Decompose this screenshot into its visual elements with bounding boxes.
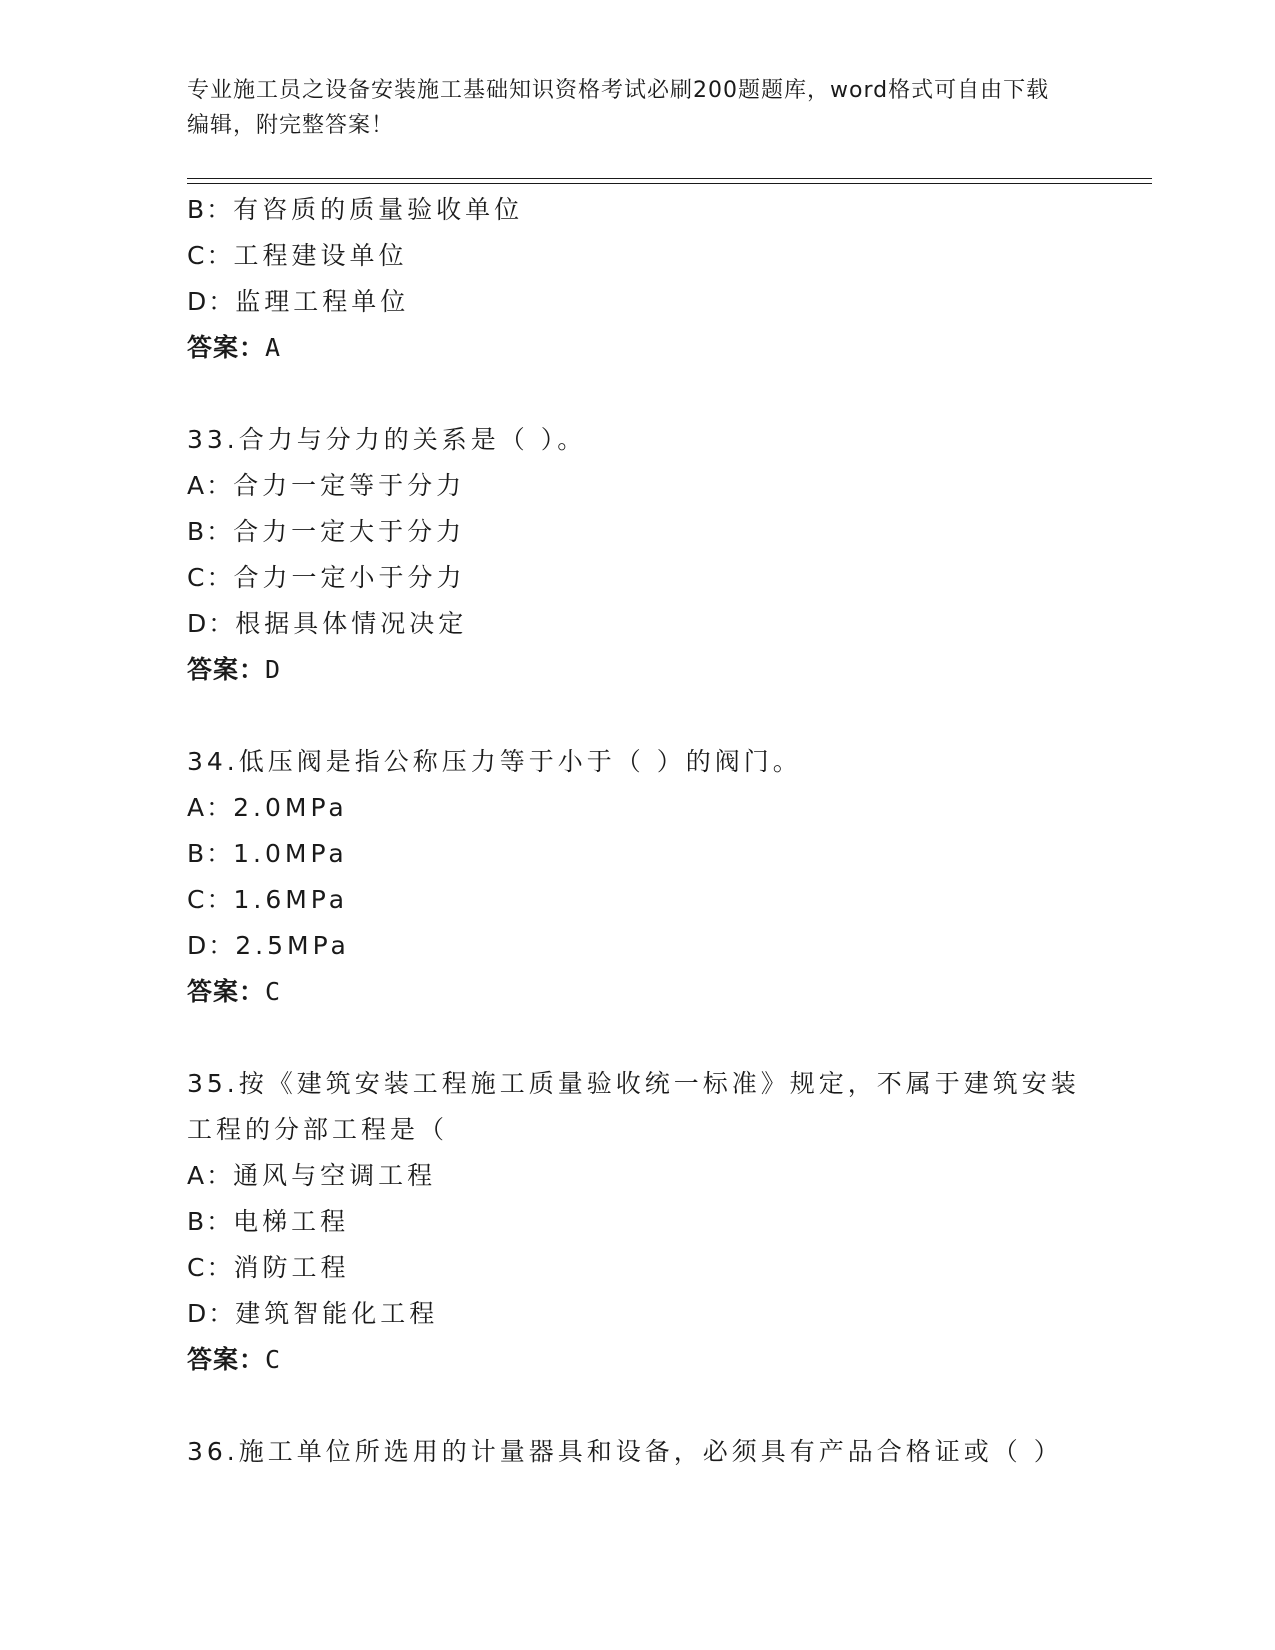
answer-line: 答案：C — [187, 977, 282, 1006]
question-stem-line-1: 35.按《建筑安装工程施工质量验收统一标准》规定，不属于建筑安装 — [187, 1069, 1080, 1098]
answer-line: 答案：A — [187, 333, 282, 362]
answer-line: 答案：D — [187, 655, 282, 684]
question-stem: 34.低压阀是指公称压力等于小于（ ）的阀门。 — [187, 747, 802, 776]
option-a: A：合力一定等于分力 — [187, 471, 466, 500]
header-divider-bottom — [187, 183, 1152, 184]
question-33 — [187, 417, 1087, 693]
spacer — [187, 371, 1087, 417]
option-b: B：电梯工程 — [187, 1207, 350, 1236]
question-34 — [187, 739, 1087, 1015]
document-header — [187, 73, 1067, 143]
option-b: B：有咨质的质量验收单位 — [187, 195, 524, 224]
question-stem: 36.施工单位所选用的计量器具和设备，必须具有产品合格证或（ ） — [187, 1437, 1063, 1466]
question-list — [187, 187, 1087, 1475]
spacer — [187, 693, 1087, 739]
question-32-continued — [187, 187, 1087, 371]
option-d: D：建筑智能化工程 — [187, 1299, 439, 1328]
option-c: C：合力一定小于分力 — [187, 563, 466, 592]
option-a: A：通风与空调工程 — [187, 1161, 437, 1190]
document-title: 专业施工员之设备安装施工基础知识资格考试必刷200题题库，word格式可自由下载编辑，附完整答案！ — [187, 78, 1050, 138]
option-a: A：2.0MPa — [187, 793, 348, 822]
option-b: B：1.0MPa — [187, 839, 348, 868]
question-35 — [187, 1061, 1087, 1383]
option-c: C：消防工程 — [187, 1253, 350, 1282]
question-36 — [187, 1429, 1087, 1475]
option-b: B：合力一定大于分力 — [187, 517, 466, 546]
question-stem: 33.合力与分力的关系是（ ）。 — [187, 425, 587, 454]
option-d: D：2.5MPa — [187, 931, 350, 960]
option-d: D：监理工程单位 — [187, 287, 410, 316]
question-stem-line-2: 工程的分部工程是（ — [187, 1115, 449, 1144]
option-d: D：根据具体情况决定 — [187, 609, 468, 638]
spacer — [187, 1015, 1087, 1061]
header-divider-top — [187, 178, 1152, 179]
answer-line: 答案：C — [187, 1345, 282, 1374]
spacer — [187, 1383, 1087, 1429]
option-c: C：工程建设单位 — [187, 241, 408, 270]
option-c: C：1.6MPa — [187, 885, 349, 914]
